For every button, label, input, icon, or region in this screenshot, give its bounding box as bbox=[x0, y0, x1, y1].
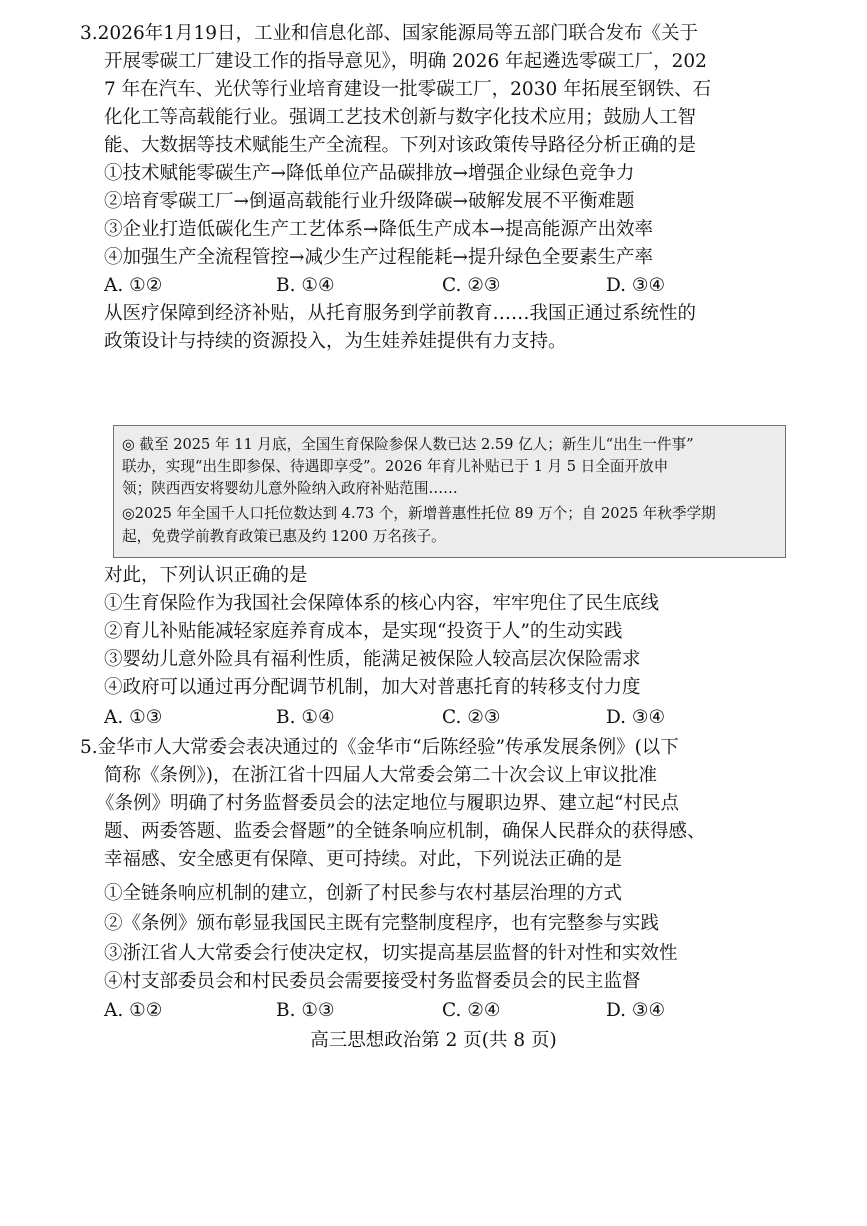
q5-option-a: A. ①② bbox=[104, 1000, 163, 1021]
q3-statement-2: ②培育零碳工厂→倒逼高载能行业升级降碳→破解发展不平衡难题 bbox=[104, 191, 635, 212]
q4-question: 对此，下列认识正确的是 bbox=[104, 565, 308, 586]
q3-stem-line-2: 开展零碳工厂建设工作的指导意见》，明确 2026 年起遴选零碳工厂，202 bbox=[104, 51, 707, 72]
q4-material-line-2: 联办，实现“出生即参保、待遇即享受”。2026 年育儿补贴已于 1 月 5 日全面开放申 bbox=[122, 458, 669, 475]
q5-option-b: B. ①③ bbox=[276, 1000, 335, 1021]
q3-statement-1: ①技术赋能零碳生产→降低单位产品碳排放→增强企业绿色竞争力 bbox=[104, 163, 635, 184]
q3-stem-line-5: 能、大数据等技术赋能生产全流程。下列对该政策传导路径分析正确的是 bbox=[104, 135, 697, 156]
q4-option-c: C. ②③ bbox=[442, 707, 501, 728]
q3-stem-line-3: 7 年在汽车、光伏等行业培育建设一批零碳工厂，2030 年拓展至钢铁、石 bbox=[104, 79, 712, 100]
q3-option-b: B. ①④ bbox=[276, 275, 335, 296]
q4-material-line-5: 起，免费学前教育政策已惠及约 1200 万名孩子。 bbox=[122, 528, 446, 545]
q5-option-d: D. ③④ bbox=[606, 1000, 666, 1021]
q4-statement-3: ③婴幼儿意外险具有福利性质，能满足被保险人较高层次保险需求 bbox=[104, 649, 641, 670]
page-footer: 高三思想政治第 2 页(共 8 页) bbox=[310, 1030, 557, 1051]
q4-intro-line-1: 从医疗保障到经济补贴，从托育服务到学前教育……我国正通过系统性的 bbox=[104, 303, 697, 324]
q4-option-d: D. ③④ bbox=[606, 707, 666, 728]
q5-stem-line-5: 幸福感、安全感更有保障、更可持续。对此，下列说法正确的是 bbox=[104, 849, 623, 870]
q4-material-box bbox=[113, 425, 786, 558]
q4-option-b: B. ①④ bbox=[276, 707, 335, 728]
q3-option-a: A. ①② bbox=[104, 275, 163, 296]
q5-stem-line-2: 简称《条例》)，在浙江省十四届人大常委会第二十次会议上审议批准 bbox=[104, 765, 657, 786]
q5-statement-2: ②《条例》颁布彰显我国民主既有完整制度程序，也有完整参与实践 bbox=[104, 913, 660, 934]
q3-stem-line-1: 3.2026年1月19日，工业和信息化部、国家能源局等五部门联合发布《关于 bbox=[80, 23, 699, 44]
q4-statement-1: ①生育保险作为我国社会保障体系的核心内容，牢牢兜住了民生底线 bbox=[104, 593, 660, 614]
q4-intro-line-2: 政策设计与持续的资源投入，为生娃养娃提供有力支持。 bbox=[104, 331, 567, 352]
q3-option-d: D. ③④ bbox=[606, 275, 666, 296]
q5-statement-3: ③浙江省人大常委会行使决定权，切实提高基层监督的针对性和实效性 bbox=[104, 943, 678, 964]
q3-option-c: C. ②③ bbox=[442, 275, 501, 296]
q5-statement-1: ①全链条响应机制的建立，创新了村民参与农村基层治理的方式 bbox=[104, 883, 623, 904]
q4-material-line-1: ◎ 截至 2025 年 11 月底，全国生育保险参保人数已达 2.59 亿人；新生儿“出生一件事” bbox=[122, 436, 694, 453]
q5-stem-line-1: 5.金华市人大常委会表决通过的《金华市“后陈经验”传承发展条例》(以下 bbox=[80, 737, 679, 758]
q5-statement-4: ④村支部委员会和村民委员会需要接受村务监督委员会的民主监督 bbox=[104, 971, 641, 992]
q4-option-a: A. ①③ bbox=[104, 707, 163, 728]
q4-material-line-3: 领；陕西西安将婴幼儿意外险纳入政府补贴范围…… bbox=[122, 480, 458, 497]
q4-statement-4: ④政府可以通过再分配调节机制，加大对普惠托育的转移支付力度 bbox=[104, 677, 641, 698]
q3-stem-line-4: 化化工等高载能行业。强调工艺技术创新与数字化技术应用；鼓励人工智 bbox=[104, 107, 697, 128]
q3-statement-4: ④加强生产全流程管控→减少生产过程能耗→提升绿色全要素生产率 bbox=[104, 247, 654, 268]
q5-stem-line-4: 题、两委答题、监委会督题”的全链条响应机制，确保人民群众的获得感、 bbox=[104, 821, 706, 842]
q4-statement-2: ②育儿补贴能减轻家庭养育成本，是实现“投资于人”的生动实践 bbox=[104, 621, 623, 642]
q3-statement-3: ③企业打造低碳化生产工艺体系→降低生产成本→提高能源产出效率 bbox=[104, 219, 654, 240]
q5-option-c: C. ②④ bbox=[442, 1000, 501, 1021]
q5-stem-line-3: 《条例》明确了村务监督委员会的法定地位与履职边界、建立起“村民点 bbox=[96, 793, 679, 814]
q4-material-line-4: ◎2025 年全国千人口托位数达到 4.73 个，新增普惠性托位 89 万个；自 2025 年秋季学期 bbox=[122, 505, 716, 522]
